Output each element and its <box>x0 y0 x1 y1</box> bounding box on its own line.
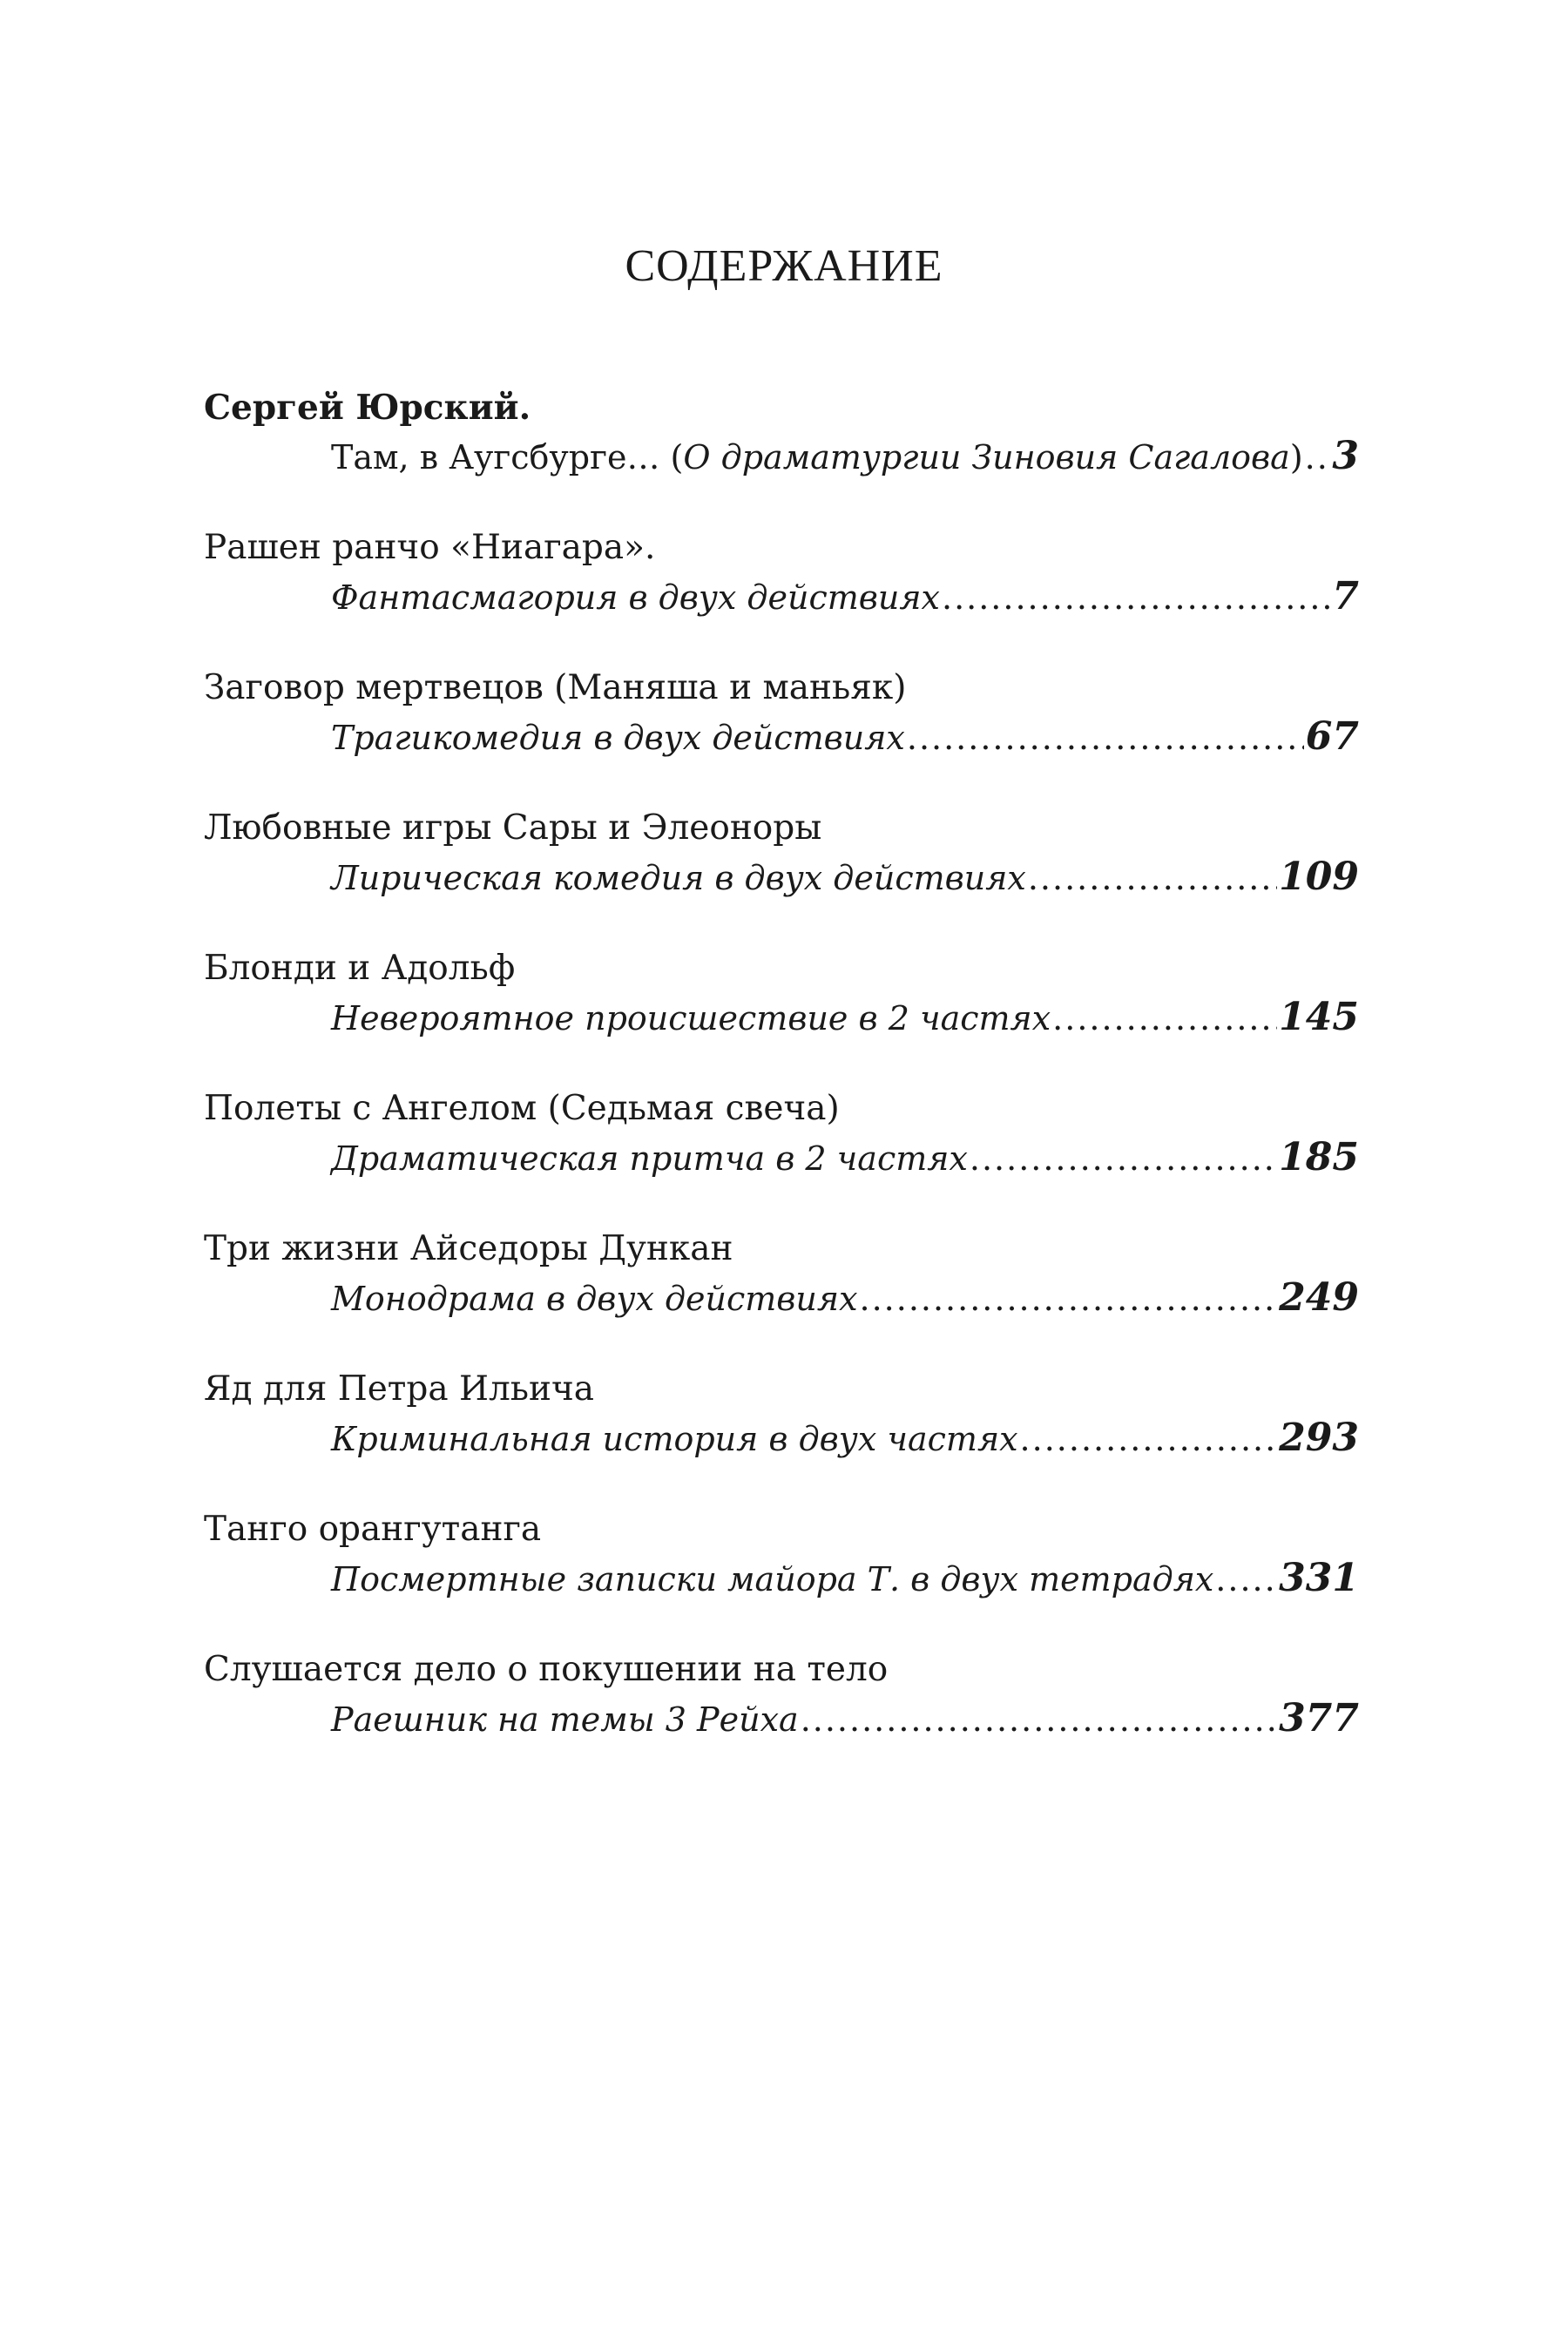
toc-leader-dots <box>801 1695 1277 1744</box>
toc-leader-dots <box>1020 1415 1278 1463</box>
toc-entry-subtitle: Трагикомедия в двух действиях <box>331 719 905 757</box>
toc-entry <box>204 1365 1359 1505</box>
toc-entry-title: Танго орангутанга <box>204 1510 542 1549</box>
toc-leader-dots <box>860 1274 1278 1323</box>
page-title: СОДЕРЖАНИЕ <box>625 241 943 291</box>
toc-entry-subtitle-plain: Там, в Аугсбурге… ( <box>331 438 684 476</box>
toc-entry-subtitle: Раешник на темы 3 Рейха <box>331 1700 799 1739</box>
toc-entry <box>204 524 1359 664</box>
toc-leader-dots <box>1215 1555 1277 1604</box>
toc-leader-dots <box>1052 994 1277 1043</box>
toc-entry-title: Сергей Юрский. <box>204 388 531 428</box>
toc-page-number: 293 <box>1279 1416 1359 1460</box>
toc-entry <box>204 1505 1359 1646</box>
toc-entry-subtitle: Невероятное происшествие в 2 частях <box>331 999 1051 1037</box>
toc-entry-subtitle-line <box>331 853 1359 902</box>
toc-page-number: 7 <box>1332 574 1359 618</box>
toc-leader-dots <box>1305 433 1331 482</box>
toc-entry-subtitle-line <box>331 1554 1359 1603</box>
toc-leader-dots <box>942 573 1330 622</box>
toc-entry-subtitle-line <box>331 1133 1359 1182</box>
toc-entry-subtitle-line <box>331 993 1359 1042</box>
toc-entry <box>204 383 1359 524</box>
toc-entry <box>204 804 1359 944</box>
toc-page-number: 249 <box>1279 1275 1359 1320</box>
toc-page-number: 185 <box>1279 1135 1359 1179</box>
toc-entry-subtitle-italic: О драматургии Зиновия Сагалова <box>683 438 1290 476</box>
toc-page-number: 377 <box>1279 1696 1359 1740</box>
toc-entry-subtitle: Фантасмагория в двух действиях <box>331 578 940 617</box>
toc-entry-title: Яд для Петра Ильича <box>204 1369 595 1409</box>
toc-entry-subtitle-close: ) <box>1289 438 1303 476</box>
toc-entry-subtitle <box>331 433 1303 482</box>
toc-entry-subtitle: Криминальная история в двух частях <box>331 1420 1018 1458</box>
toc-entry-title: Заговор мертвецов (Маняша и маньяк) <box>204 668 907 707</box>
toc-page-number: 145 <box>1279 995 1359 1039</box>
toc-leader-dots <box>907 713 1304 762</box>
toc-page-number: 331 <box>1279 1556 1359 1600</box>
toc-entry-title: Блонди и Адольф <box>204 949 516 988</box>
toc-entry-title: Полеты с Ангелом (Седьмая свеча) <box>204 1089 840 1128</box>
toc-entry <box>204 1646 1359 1786</box>
toc-page-number: 67 <box>1305 714 1359 759</box>
toc-entry-subtitle: Лирическая комедия в двух действиях <box>331 859 1026 897</box>
table-of-contents <box>204 383 1359 1786</box>
toc-entry-subtitle: Драматическая притча в 2 частях <box>331 1139 968 1178</box>
toc-entry-subtitle-line <box>331 1414 1359 1463</box>
toc-entry-subtitle: Посмертные записки майора Т. в двух тетрадях <box>331 1560 1214 1598</box>
toc-entry-title: Слушается дело о покушении на тело <box>204 1650 889 1689</box>
toc-page-number: 109 <box>1279 855 1359 899</box>
toc-entry-title: Любовные игры Сары и Элеоноры <box>204 808 822 848</box>
toc-page-number: 3 <box>1332 434 1359 478</box>
toc-entry <box>204 944 1359 1085</box>
toc-entry-title: Три жизни Айседоры Дункан <box>204 1229 733 1268</box>
toc-entry <box>204 1085 1359 1225</box>
toc-entry-subtitle-line <box>331 1694 1359 1743</box>
toc-entry-title: Рашен ранчо «Ниагара». <box>204 528 656 567</box>
toc-entry-subtitle-line <box>331 713 1359 761</box>
toc-entry-subtitle: Монодрама в двух действиях <box>331 1280 858 1318</box>
toc-entry-subtitle-line <box>331 572 1359 621</box>
toc-entry <box>204 664 1359 804</box>
toc-entry-subtitle-line <box>331 1274 1359 1322</box>
toc-entry <box>204 1225 1359 1365</box>
toc-leader-dots <box>1028 854 1277 902</box>
toc-leader-dots <box>970 1134 1277 1183</box>
toc-entry-subtitle-line <box>331 432 1359 481</box>
